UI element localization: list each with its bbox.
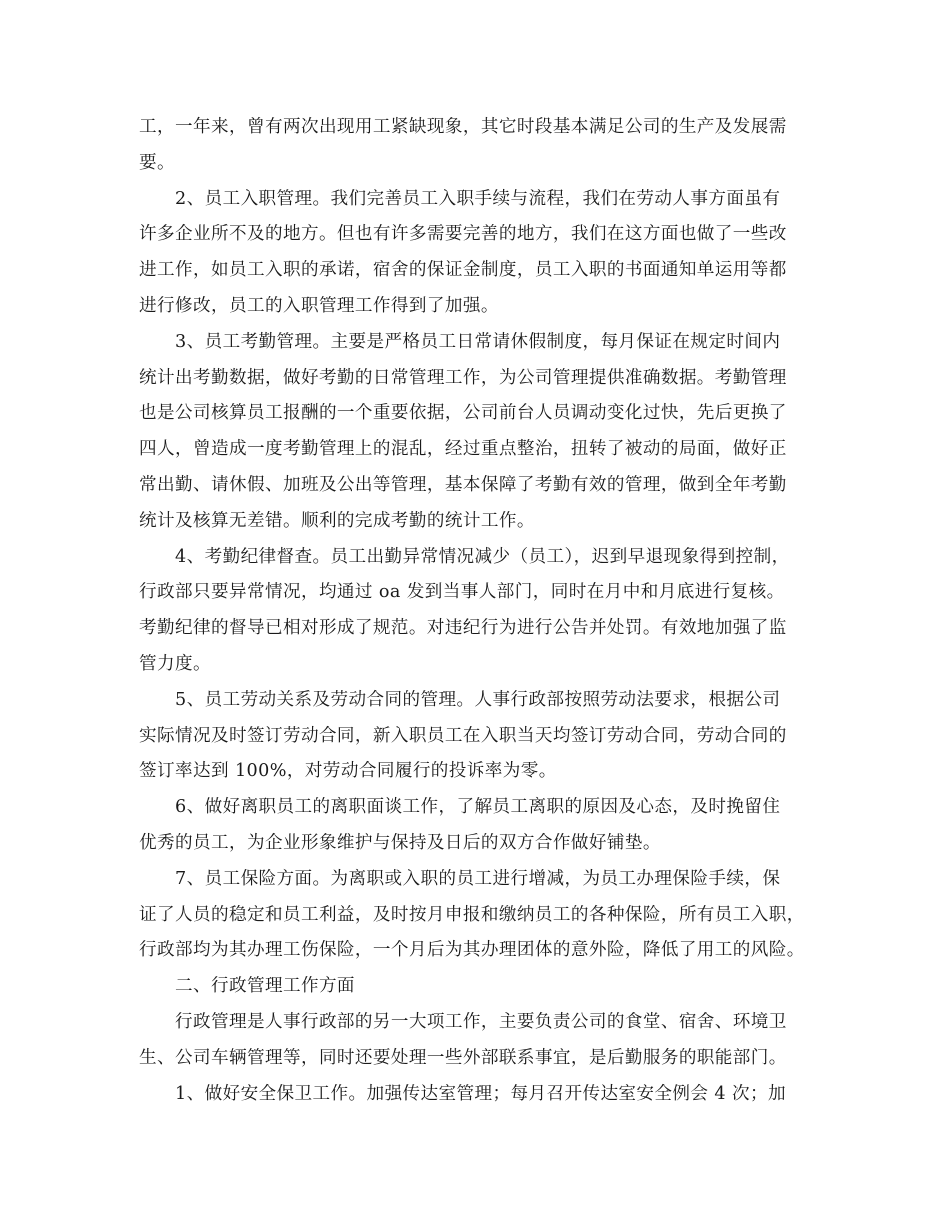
- text-line: 行政部均为其办理工伤保险，一个月后为其办理团体的意外险，降低了用工的风险。: [139, 940, 805, 961]
- text-line: 也是公司核算员工报酬的一个重要依据，公司前台人员调动变化过快，先后更换了: [139, 403, 787, 424]
- document-body: [139, 110, 829, 1112]
- section-heading: 二、行政管理工作方面: [139, 976, 355, 997]
- text-line: 签订率达到 100%，对劳动合同履行的投诉率为零。: [139, 761, 557, 782]
- text-line: 证了人员的稳定和员工利益，及时按月申报和缴纳员工的各种保险，所有员工入职，: [139, 904, 805, 925]
- text-line: 许多企业所不及的地方。但也有许多需要完善的地方，我们在这方面也做了一些改: [139, 224, 787, 245]
- text-line: 考勤纪律的督导已相对形成了规范。对违纪行为进行公告并处罚。有效地加强了监: [139, 618, 787, 639]
- text-line: 7、员工保险方面。为离职或入职的员工进行增减，为员工办理保险手续，保: [139, 868, 781, 889]
- text-line: 实际情况及时签订劳动合同，新入职员工在入职当天均签订劳动合同，劳动合同的: [139, 725, 787, 746]
- text-line: 1、做好安全保卫工作。加强传达室管理；每月召开传达室安全例会 4 次；加: [139, 1083, 786, 1104]
- text-line: 工，一年来，曾有两次出现用工紧缺现象，其它时段基本满足公司的生产及发展需: [139, 117, 787, 137]
- text-line: 要。: [139, 152, 175, 173]
- text-line: 统计及核算无差错。顺利的完成考勤的统计工作。: [139, 510, 535, 531]
- text-line: 3、员工考勤管理。主要是严格员工日常请休假制度，每月保证在规定时间内: [139, 331, 781, 352]
- text-line: 生、公司车辆管理等，同时还要处理一些外部联系事宜，是后勤服务的职能部门。: [139, 1047, 787, 1068]
- text-line: 常出勤、请休假、加班及公出等管理，基本保障了考勤有效的管理，做到全年考勤: [139, 474, 787, 495]
- text-line: 6、做好离职员工的离职面谈工作，了解员工离职的原因及心态，及时挽留住: [139, 797, 781, 818]
- text-line: 行政部只要异常情况，均通过 oa 发到当事人部门，同时在月中和月底进行复核。: [139, 582, 785, 603]
- text-line: 管力度。: [139, 653, 211, 674]
- text-line: 进行修改，员工的入职管理工作得到了加强。: [139, 295, 499, 316]
- text-line: 4、考勤纪律督查。员工出勤异常情况减少（员工），迟到早退现象得到控制，: [139, 546, 790, 567]
- text-line: 行政管理是人事行政部的另一大项工作，主要负责公司的食堂、宿舍、环境卫: [139, 1011, 787, 1032]
- text-line: 统计出考勤数据，做好考勤的日常管理工作，为公司管理提供准确数据。考勤管理: [139, 367, 787, 388]
- text-line: 进工作，如员工入职的承诺，宿舍的保证金制度，员工入职的书面通知单运用等都: [139, 260, 787, 281]
- text-line: 5、员工劳动关系及劳动合同的管理。人事行政部按照劳动法要求，根据公司: [139, 689, 781, 710]
- text-line: 优秀的员工，为企业形象维护与保持及日后的双方合作做好铺垫。: [139, 832, 661, 853]
- text-line: 2、员工入职管理。我们完善员工入职手续与流程，我们在劳动人事方面虽有: [139, 188, 781, 209]
- text-line: 四人，曾造成一度考勤管理上的混乱，经过重点整治，扭转了被动的局面，做好正: [139, 439, 787, 460]
